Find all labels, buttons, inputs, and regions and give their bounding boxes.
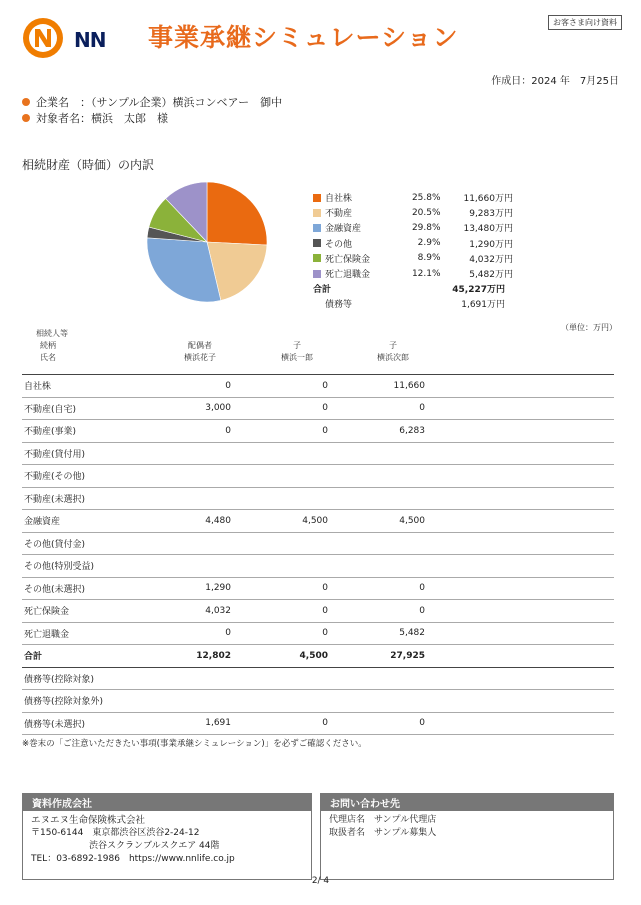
target-info [22,110,168,126]
table-row [22,420,614,443]
cell-value: 0 [231,712,328,735]
legend-item [313,251,513,266]
cell-empty [425,667,614,690]
legend-item [313,220,513,235]
legend-item [313,266,513,281]
table-row [22,465,614,488]
legend-amount: 5,482万円 [469,270,513,281]
table-row [22,577,614,600]
inheritance-table [22,375,614,735]
legend-total [313,281,513,296]
creator-company: エヌエヌ生命保険株式会社 [31,815,146,826]
heir-name: 横浜一郎 [281,353,313,362]
legend-label: 不動産 [325,209,353,220]
cell-value [231,442,328,465]
cell-empty [425,577,614,600]
legend-label: 金融資産 [325,224,362,235]
table-row [22,667,614,690]
heir-name: 横浜次郎 [377,353,409,362]
cell-empty [425,645,614,668]
row-label: 死亡保険金 [22,600,114,623]
cell-empty [425,532,614,555]
cell-value: 0 [231,420,328,443]
legend-swatch [313,209,321,217]
creator-address: 〒150-6144 東京都渋谷区渋谷2-24-12 [31,828,200,838]
cell-value [328,487,425,510]
table-row [22,645,614,668]
cell-value: 5,482 [328,622,425,645]
cell-value: 4,032 [114,600,231,623]
nn-logo-icon [22,17,64,59]
row-label: 債務等(控除対象) [22,667,114,690]
cell-value [328,690,425,713]
target-name: 対象者名：横浜 太郎 様 [36,112,168,125]
cell-empty [425,420,614,443]
legend-item [313,236,513,251]
row-label: その他(貸付金) [22,532,114,555]
pie-slice-0 [207,182,267,245]
cell-value [328,465,425,488]
header-heirs: 相続人等 [36,329,68,338]
row-label: 死亡退職金 [22,622,114,645]
cell-value: 1,691 [114,712,231,735]
cell-value: 0 [114,420,231,443]
cell-empty [425,375,614,397]
company-info [22,94,282,110]
cell-empty [425,712,614,735]
legend-label: 死亡保険金 [325,254,371,265]
heir-relation: 子 [293,341,301,350]
legend-amount: 9,283万円 [469,209,513,220]
legend-percent: 12.1% [411,268,441,279]
cell-value [114,555,231,578]
cell-value: 4,500 [231,510,328,533]
cell-empty [425,442,614,465]
page-number: 2/ 4 [311,876,330,886]
cell-value [114,487,231,510]
cell-empty [425,465,614,488]
table-row [22,532,614,555]
cell-empty [425,600,614,623]
section-title: 相続財産（時価）の内訳 [22,158,155,172]
pie-chart [145,180,269,304]
page-title: 事業承継シミュレーション [148,23,459,52]
contact-box-title: お問い合わせ先 [320,793,614,810]
cell-value [328,532,425,555]
legend-amount: 13,480万円 [463,224,513,235]
heir-name: 横浜花子 [184,353,216,362]
creator-box-title: 資料作成会社 [22,793,312,810]
chart-legend [313,190,513,312]
creator-address-building: 渋谷スクランブルスクエア 44階 [89,841,220,851]
brand-name: NN [74,28,106,52]
cell-value: 0 [328,712,425,735]
company-name: 企業名 ：（サンプル企業）横浜コンベアー 御中 [36,96,283,109]
legend-total-label: 合計 [313,285,332,296]
table-row [22,555,614,578]
bullet-icon [22,114,30,122]
footnote: ※巻末の「ご注意いただきたい事項(事業承継シミュレーション)」を必ずご確認ください。 [22,739,367,749]
cell-value [231,690,328,713]
table-row [22,510,614,533]
row-label: 自社株 [22,375,114,397]
creator-contact[interactable]: TEL：03-6892-1986 https://www.nnlife.co.jp [31,854,235,864]
created-date: 作成日：2024 年 7月25日 [491,76,619,87]
row-label: 不動産(事業) [22,420,114,443]
heir-relation: 子 [389,341,397,350]
cell-value: 0 [231,577,328,600]
cell-value [231,465,328,488]
row-label: その他(特別受益) [22,555,114,578]
cell-value [114,442,231,465]
creator-box [22,793,312,880]
row-label: その他(未選択) [22,577,114,600]
legend-swatch [313,254,321,262]
cell-value: 1,290 [114,577,231,600]
legend-swatch [313,224,321,232]
legend-percent: 29.8% [411,222,441,233]
legend-label: 自社株 [325,194,353,205]
contact-handler: 取扱者名 サンプル募集人 [329,828,437,838]
cell-value [114,667,231,690]
table-row [22,622,614,645]
cell-value: 4,500 [328,510,425,533]
row-label: 不動産(未選択) [22,487,114,510]
table-row [22,487,614,510]
cell-empty [425,487,614,510]
cell-value: 0 [328,397,425,420]
row-label: 不動産(自宅) [22,397,114,420]
audience-badge: お客さま向け資料 [548,15,622,30]
unit-label: （単位：万円） [561,323,617,332]
cell-value: 6,283 [328,420,425,443]
legend-amount: 1,290万円 [469,239,513,250]
legend-percent: 8.9% [417,253,441,264]
cell-value: 27,925 [328,645,425,668]
legend-swatch [313,194,321,202]
legend-percent: 25.8% [411,192,441,203]
table-row [22,690,614,713]
cell-value [328,442,425,465]
cell-value: 0 [328,577,425,600]
contact-agency: 代理店名 サンプル代理店 [329,815,437,825]
table-row [22,442,614,465]
legend-debt [313,296,513,311]
legend-item [313,205,513,220]
legend-amount: 4,032万円 [469,254,513,265]
cell-value: 3,000 [114,397,231,420]
legend-total-amount: 45,227万円 [452,285,505,296]
cell-value [231,487,328,510]
cell-value [114,690,231,713]
cell-empty [425,555,614,578]
bullet-icon [22,98,30,106]
row-label: 不動産(貸付用) [22,442,114,465]
row-label: 債務等(未選択) [22,712,114,735]
legend-amount: 11,660万円 [463,194,513,205]
cell-empty [425,622,614,645]
cell-empty [425,690,614,713]
cell-value: 0 [328,600,425,623]
cell-value [328,667,425,690]
cell-value [231,667,328,690]
cell-value: 0 [114,375,231,397]
row-label: 不動産(その他) [22,465,114,488]
legend-percent: 20.5% [411,207,441,218]
cell-value [231,532,328,555]
row-label: 合計 [22,645,114,668]
cell-value: 0 [231,397,328,420]
legend-item [313,190,513,205]
cell-value [231,555,328,578]
cell-value: 4,500 [231,645,328,668]
legend-debt-label: 債務等 [325,300,353,311]
legend-label: 死亡退職金 [325,270,371,281]
table-row [22,375,614,397]
cell-value: 4,480 [114,510,231,533]
cell-empty [425,397,614,420]
cell-value: 12,802 [114,645,231,668]
legend-label: その他 [325,239,353,250]
cell-value [114,465,231,488]
heir-relation: 配偶者 [188,341,212,350]
legend-swatch [313,270,321,278]
row-label: 債務等(控除対象外) [22,690,114,713]
table-row [22,600,614,623]
cell-value: 11,660 [328,375,425,397]
row-label: 金融資産 [22,510,114,533]
cell-value [328,555,425,578]
header-name: 氏名 [40,353,56,362]
legend-swatch [313,239,321,247]
cell-value: 0 [231,622,328,645]
cell-value [114,532,231,555]
cell-value: 0 [231,375,328,397]
table-row [22,397,614,420]
table-row [22,712,614,735]
contact-box [320,793,614,880]
cell-value: 0 [231,600,328,623]
header-relation: 続柄 [40,341,56,350]
cell-empty [425,510,614,533]
cell-value: 0 [114,622,231,645]
legend-debt-amount: 1,691万円 [461,300,505,311]
legend-percent: 2.9% [417,238,441,249]
